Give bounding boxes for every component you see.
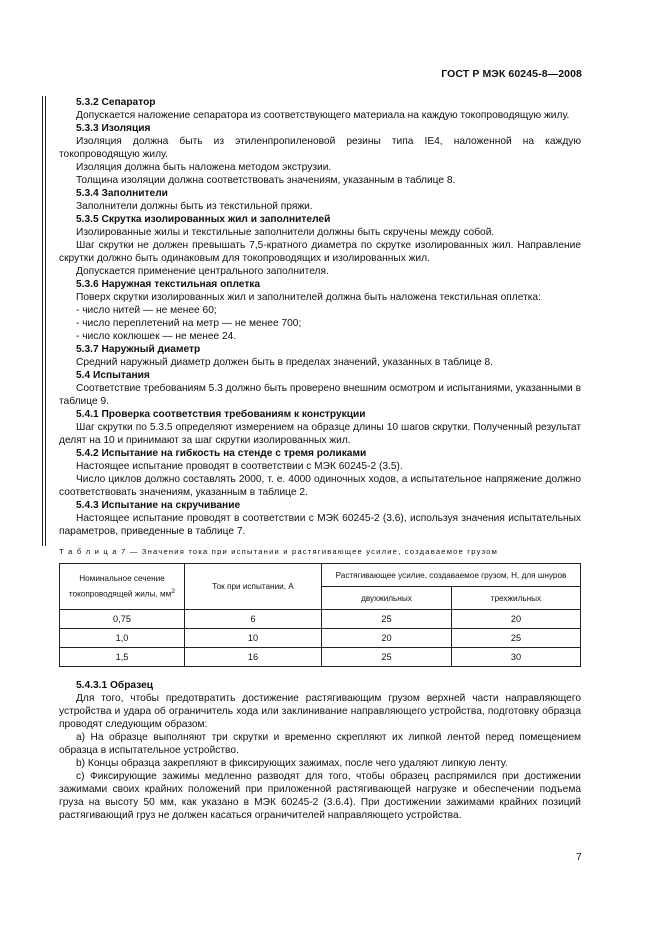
- section-heading: 5.3.2 Сепаратор: [76, 97, 156, 108]
- paragraph: Шаг скрутки не должен превышать 7,5-кратного диаметра по скрутке изолированных жил. Направление скрутки должно быть одинаковым для токопроводящих и изолированных жил.: [59, 240, 581, 264]
- section-heading: 5.4.1 Проверка соответствия требованиям к конструкции: [76, 409, 366, 420]
- section-heading: 5.4.3 Испытание на скручивание: [76, 500, 241, 511]
- table-header-two-core: двухжильных: [322, 587, 452, 610]
- paragraph: c) Фиксирующие зажимы медленно разводят для того, чтобы образец распрямился при достижении зажимами своих крайних положений при приложенной растягивающей нагрузке и обеспечении подъема груза на высоту 50 мм, как указано в МЭК 60245-2 (3.6.4). При достижении зажимами крайних позиций растягивающий груз не должен касаться ограничителей направляющего устройства.: [59, 771, 581, 821]
- document-body: [59, 96, 581, 822]
- table-row: 1,5 16 25 30: [60, 648, 581, 667]
- revision-bar-inner: [45, 96, 46, 546]
- paragraph: Шаг скрутки по 5.3.5 определяют измерением на образце длины 10 шагов скрутки. Полученный результат делят на 10 и принимают за шаг скрутки изолированных жил.: [59, 422, 581, 446]
- paragraph: Число циклов должно составлять 2000, т. е. 4000 одиночных ходов, а испытательное напряжение должно соответствовать значениям, указанным в таблице 2.: [59, 474, 581, 498]
- table-row: 1,0 10 20 25: [60, 629, 581, 648]
- table-header-three-core: трехжильных: [451, 587, 580, 610]
- table-header-cross-section: Номинальное сечение токопроводящей жилы, $мм^2$: [60, 564, 185, 610]
- paragraph: Толщина изоляции должна соответствовать значениям, указанным в таблице 8.: [76, 175, 456, 186]
- section-heading: 5.3.6 Наружная текстильная оплетка: [76, 279, 261, 290]
- table-row: 0,75 6 25 20: [60, 610, 581, 629]
- section-heading: 5.4.3.1 Образец: [76, 680, 154, 691]
- page-number: 7: [576, 851, 582, 863]
- paragraph: Изоляция должна быть наложена методом экструзии.: [76, 162, 332, 173]
- paragraph: Изоляция должна быть из этиленпропиленовой резины типа IE4, наложенной на каждую токопроводящую жилу.: [59, 136, 581, 160]
- section-heading: 5.3.7 Наружный диаметр: [76, 344, 201, 355]
- paragraph: Допускается применение центрального заполнителя.: [76, 266, 329, 277]
- paragraph: Изолированные жилы и текстильные заполнители должны быть скручены между собой.: [76, 227, 495, 238]
- paragraph: Заполнители должны быть из текстильной пряжи.: [76, 201, 313, 212]
- paragraph: Средний наружный диаметр должен быть в пределах значений, указанных в таблице 8.: [76, 357, 494, 368]
- table-7: [59, 563, 581, 667]
- paragraph: Настоящее испытание проводят в соответствии с МЭК 60245-2 (3.6), используя значения испытательных параметров, приведенные в таблице 7.: [59, 513, 581, 537]
- paragraph: b) Концы образца закрепляют в фиксирующих зажимах, после чего удаляют липкую ленту.: [76, 758, 508, 769]
- document-header: ГОСТ Р МЭК 60245-8—2008: [441, 68, 582, 80]
- spacer: [59, 667, 581, 679]
- section-heading: 5.3.3 Изоляция: [76, 123, 151, 134]
- revision-bar: [42, 96, 43, 546]
- paragraph: Допускается наложение сепаратора из соответствующего материала на каждую токопроводящую жилу.: [76, 110, 570, 121]
- section-heading: 5.4 Испытания: [76, 370, 150, 381]
- paragraph: Для того, чтобы предотвратить достижение растягивающим грузом верхней части направляющего устройства и удара об ограничитель хода или заклинивание направляющего устройства, подготовку образца проводят следующим образом:: [59, 693, 581, 730]
- paragraph: Соответствие требованиям 5.3 должно быть проверено внешним осмотром и испытаниями, указанными в таблице 9.: [59, 383, 581, 407]
- section-heading: 5.3.5 Скрутка изолированных жил и заполнителей: [76, 214, 331, 225]
- paragraph: a) На образце выполняют три скрутки и временно скрепляют их липкой лентой перед помещением образца в испытательное устройство.: [59, 732, 581, 756]
- section-heading: 5.3.4 Заполнители: [76, 188, 168, 199]
- table-header-current: Ток при испытании, А: [185, 564, 322, 610]
- list-item: - число переплетений на метр — не менее 700;: [76, 318, 302, 329]
- paragraph: Настоящее испытание проводят в соответствии с МЭК 60245-2 (3.5).: [76, 461, 403, 472]
- table-caption: Т а б л и ц а 7 — Значения тока при испытании и растягивающее усилие, создаваемое грузом: [59, 547, 499, 556]
- table-header-force: Растягивающее усилие, создаваемое грузом, Н, для шнуров: [322, 564, 581, 587]
- paragraph: Поверх скрутки изолированных жил и заполнителей должна быть наложена текстильная оплетка:: [76, 292, 541, 303]
- list-item: - число нитей — не менее 60;: [76, 305, 217, 316]
- list-item: - число коклюшек — не менее 24.: [76, 331, 237, 342]
- section-heading: 5.4.2 Испытание на гибкость на стенде с тремя роликами: [76, 448, 367, 459]
